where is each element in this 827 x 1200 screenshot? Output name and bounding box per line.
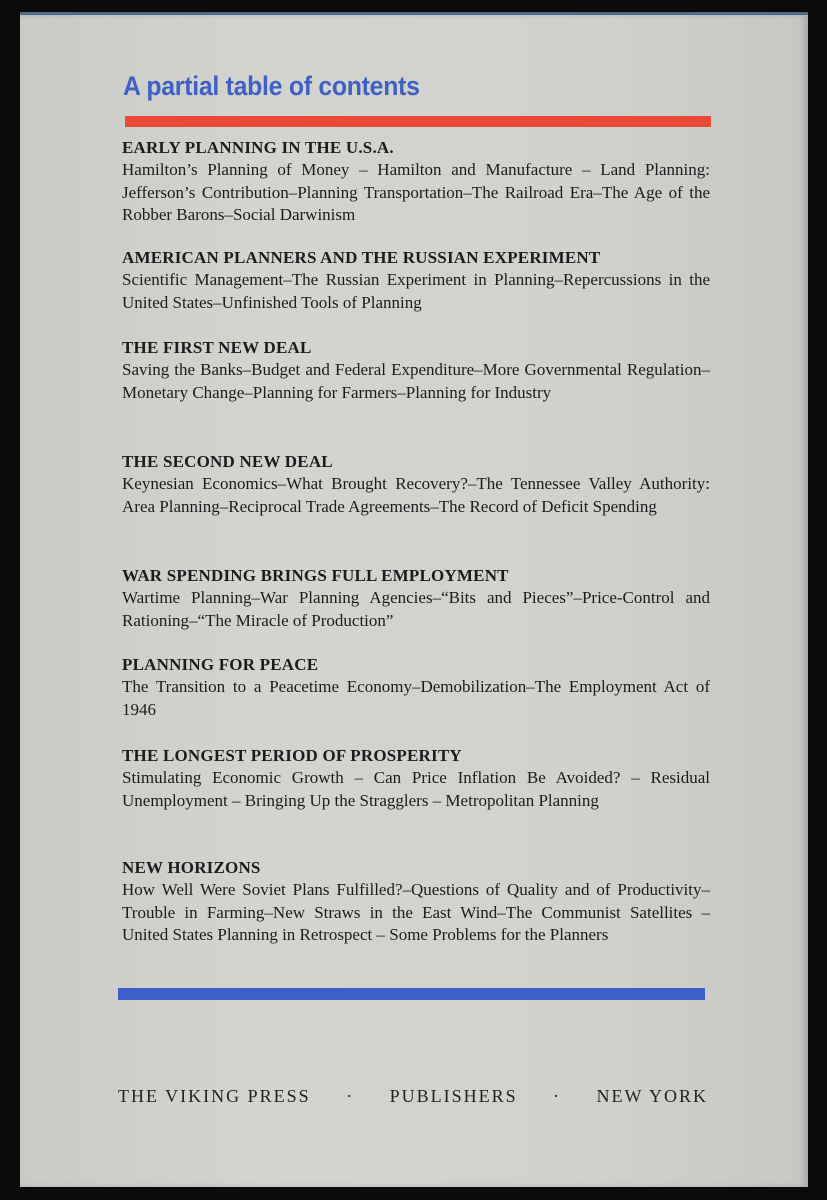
- section-title: EARLY PLANNING IN THE U.S.A.: [122, 138, 394, 157]
- section-title: THE SECOND NEW DEAL: [122, 452, 333, 471]
- section-title: THE LONGEST PERIOD OF PROSPERITY: [122, 746, 462, 765]
- toc-section: [122, 565, 710, 632]
- section-title: AMERICAN PLANNERS AND THE RUSSIAN EXPERIMENT: [122, 248, 601, 267]
- section-text: Keynesian Economics–What Brought Recovery?–The Tennessee Valley Authority: Area Planning–Reciprocal Trade Agreements–The Record of Deficit Spending: [122, 474, 710, 516]
- toc-section: [122, 137, 710, 227]
- toc-section: [122, 745, 710, 812]
- section-title: PLANNING FOR PEACE: [122, 655, 319, 674]
- section-title: NEW HORIZONS: [122, 858, 261, 877]
- separator-dot: ·: [346, 1086, 355, 1106]
- section-text: Scientific Management–The Russian Experiment in Planning–Repercussions in the United States–Unfinished Tools of Planning: [122, 270, 710, 312]
- toc-section: [122, 654, 710, 721]
- publisher-name: THE VIKING PRESS: [118, 1086, 311, 1106]
- section-title: THE FIRST NEW DEAL: [122, 338, 312, 357]
- contents-heading: A partial table of contents: [123, 71, 420, 101]
- publisher-city: NEW YORK: [596, 1086, 708, 1106]
- section-text: Saving the Banks–Budget and Federal Expenditure–More Governmental Regulation–Monetary Change–Planning for Farmers–Planning for Industry: [122, 360, 710, 402]
- blue-divider: [118, 988, 705, 1000]
- toc-section: [122, 451, 710, 518]
- section-text: How Well Were Soviet Plans Fulfilled?–Questions of Quality and of Productivity–Trouble in Farming–New Straws in the East Wind–The Communist Satellites – United States Planning in Retrospect – Some Problems for the Planners: [122, 880, 710, 944]
- section-text: The Transition to a Peacetime Economy–Demobilization–The Employment Act of 1946: [122, 677, 710, 719]
- section-text: Hamilton’s Planning of Money – Hamilton and Manufacture – Land Planning: Jefferson’s Contribution–Planning Transportation–The Railroad Era–The Age of the Robber Barons–Social Darwinism: [122, 160, 710, 224]
- toc-section: [122, 857, 710, 947]
- toc-section: [122, 337, 710, 404]
- publisher-imprint: [118, 1086, 708, 1107]
- section-title: WAR SPENDING BRINGS FULL EMPLOYMENT: [122, 566, 509, 585]
- section-text: Stimulating Economic Growth – Can Price Inflation Be Avoided? – Residual Unemployment – Bringing Up the Stragglers – Metropolitan Planning: [122, 768, 710, 810]
- publisher-label: PUBLISHERS: [389, 1086, 518, 1106]
- book-back-cover: [20, 12, 808, 1187]
- separator-dot: ·: [553, 1086, 562, 1106]
- red-divider: [125, 116, 711, 127]
- toc-section: [122, 247, 710, 314]
- section-text: Wartime Planning–War Planning Agencies–“Bits and Pieces”–Price-Control and Rationing–“The Miracle of Production”: [122, 588, 710, 630]
